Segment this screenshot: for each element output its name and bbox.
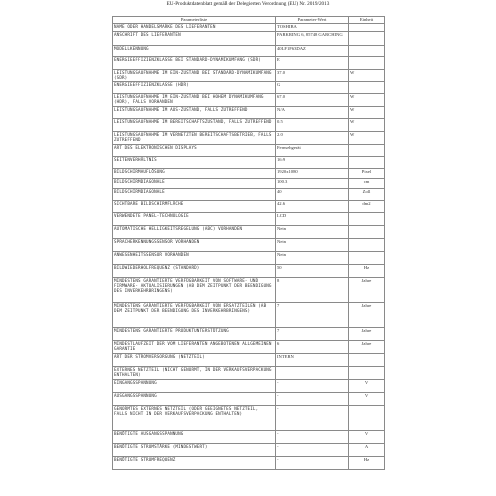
param-value: 50 (276, 265, 349, 278)
param-value: 42.6 (276, 201, 349, 213)
param-label: ANSCHRIFT DES LIEFERANTEN (113, 32, 276, 46)
param-unit: dm2 (349, 201, 385, 213)
param-value: - (276, 406, 349, 431)
param-label: MINDESTENS GARANTIERTE VERFÜGBARKEIT VON ERSATZTEILEN (AB DEM ZEITPUNKT DER BEENDIGUNG DES INVERKEHRBRINGENS) (113, 303, 276, 328)
table-row (113, 157, 385, 169)
param-value: 40 (276, 189, 349, 201)
param-unit (349, 32, 385, 46)
param-label: AUSGANGSSPANNUNG (113, 393, 276, 406)
table-row (113, 201, 385, 213)
param-unit (349, 252, 385, 265)
param-value: 67.0 (276, 94, 349, 107)
param-value: 6 (276, 341, 349, 354)
param-value: 7 (276, 303, 349, 328)
param-label: GENORMTES EXTERNES NETZTEIL (ODER GEEIGNETES NETZTEIL, FALLS NICHT IN DER VERKAUFSVERPACKUNG ENTHALTEN) (113, 406, 276, 431)
param-label: BILDSCHIRMDIAGONALE (113, 179, 276, 189)
param-unit: V (349, 393, 385, 406)
table-row (113, 226, 385, 239)
table-row (113, 444, 385, 457)
table-row (113, 239, 385, 252)
table-row (113, 32, 385, 46)
param-value: Nein (276, 239, 349, 252)
param-unit: W (349, 70, 385, 82)
table-row (113, 341, 385, 354)
param-value: 0.5 (276, 119, 349, 132)
param-value: - (276, 393, 349, 406)
param-label: BENÖTIGTE STROMSTÄRKE (MINDESTWERT) (113, 444, 276, 457)
table-row (113, 265, 385, 278)
param-value: 40LF1F63DAZ (276, 46, 349, 57)
header-param: Parameterliste (113, 17, 276, 24)
param-label: SEITENVERHÄLTNIS (113, 157, 276, 169)
param-unit (349, 367, 385, 380)
param-unit: W (349, 107, 385, 119)
param-label: MODELLKENNUNG (113, 46, 276, 57)
header-unit: Einheit (349, 17, 385, 24)
param-value (276, 367, 349, 380)
param-value: 100.3 (276, 179, 349, 189)
param-label: BILDSCHIRMDIAGONALE (113, 189, 276, 201)
table-row (113, 107, 385, 119)
param-value: - (276, 380, 349, 393)
param-value: 7 (276, 328, 349, 341)
table-row (113, 70, 385, 82)
table-row (113, 303, 385, 328)
table-row (113, 278, 385, 303)
table-row (113, 406, 385, 431)
param-value: Nein (276, 252, 349, 265)
table-row (113, 431, 385, 444)
table-row (113, 179, 385, 189)
param-unit (349, 145, 385, 157)
param-label: LEISTUNGSAUFNAHME IM VERNETZTEN BEREITSCHAFTSBETRIEB, FALLS ZUTREFFEND (113, 132, 276, 145)
param-value: - (276, 431, 349, 444)
table-row (113, 380, 385, 393)
param-unit (349, 226, 385, 239)
param-unit: Jahre (349, 303, 385, 328)
param-value: - (276, 444, 349, 457)
param-label: AUTOMATISCHE HELLIGKEITSREGELUNG (ABC) VORHANDEN (113, 226, 276, 239)
param-unit: W (349, 119, 385, 132)
param-unit: Jahre (349, 278, 385, 303)
param-unit: A (349, 444, 385, 457)
param-label: LEISTUNGSAUFNAHME IM EIN-ZUSTAND BEI STANDARD-DYNAMIKUMFANG (SDR) (113, 70, 276, 82)
table-row (113, 119, 385, 132)
param-label: VERWENDETE PANEL-TECHNOLOGIE (113, 213, 276, 226)
param-value: G (276, 82, 349, 94)
param-value: 2.0 (276, 132, 349, 145)
param-unit (349, 57, 385, 70)
table-row (113, 145, 385, 157)
table-row (113, 82, 385, 94)
param-label: MINDESTLAUFZEIT DER VOM LIEFERANTEN ANGEBOTENEN ALLGEMEINEN GARANTIE (113, 341, 276, 354)
table-row (113, 213, 385, 226)
header-value: Parameter-Wert (276, 17, 349, 24)
table-row (113, 132, 385, 145)
param-unit: Pixel (349, 169, 385, 179)
param-unit: cm (349, 179, 385, 189)
param-label: EXTERNES NETZTEIL (NICHT GENORMT, IN DER VERKAUFSVERPACKUNG ENTHALTEN) (113, 367, 276, 380)
param-unit (349, 406, 385, 431)
param-unit (349, 239, 385, 252)
param-label: BENÖTIGTE AUSGANGSSPANNUNG (113, 431, 276, 444)
param-value: INTERN (276, 354, 349, 367)
param-value: 1920x1080 (276, 169, 349, 179)
param-label: SICHTBARE BILDSCHIRMFLÄCHE (113, 201, 276, 213)
param-label: BENÖTIGTE STROMFREQUENZ (113, 457, 276, 470)
table-row (113, 457, 385, 470)
param-label: BILDSCHIRMAUFLÖSUNG (113, 169, 276, 179)
param-unit: Jahre (349, 341, 385, 354)
param-unit (349, 24, 385, 32)
table-row (113, 46, 385, 57)
param-unit: V (349, 431, 385, 444)
product-data-table (112, 16, 385, 470)
table-row (113, 252, 385, 265)
param-unit: Jahre (349, 328, 385, 341)
table-row (113, 328, 385, 341)
param-value: 8 (276, 278, 349, 303)
param-value: LCD (276, 213, 349, 226)
sheet-title: EU-Produktdatenblatt gemäß der Delegierten Verordnung (EU) Nr. 2019/2013 (166, 1, 330, 7)
param-value: Nein (276, 226, 349, 239)
table-row (113, 393, 385, 406)
param-unit (349, 157, 385, 169)
param-label: LEISTUNGSAUFNAHME IM EIN-ZUSTAND BEI HOHEM DYNAMIKUMFANG (HDR), FALLS VORHANDEN (113, 94, 276, 107)
table-row (113, 354, 385, 367)
param-unit (349, 354, 385, 367)
table-row (113, 24, 385, 32)
param-value: - (276, 457, 349, 470)
param-label: SPRACHERKENNUNGSSENSOR VORHANDEN (113, 239, 276, 252)
param-label: BILDWIEDERHOLFREQUENZ (STANDARD) (113, 265, 276, 278)
param-label: LEISTUNGSAUFNAHME IM BEREITSCHAFTSZUSTAND, FALLS ZUTREFFEND (113, 119, 276, 132)
param-value: Fernsehgerät (276, 145, 349, 157)
table-row (113, 169, 385, 179)
table-row (113, 57, 385, 70)
param-unit (349, 213, 385, 226)
param-value: 37.0 (276, 70, 349, 82)
param-value: E (276, 57, 349, 70)
param-label: ENERGIEEFFIZIENZKLASSE (HDR) (113, 82, 276, 94)
param-value: PARKRING 6, 85748 GARCHING (276, 32, 349, 46)
param-unit (349, 82, 385, 94)
table-row (113, 94, 385, 107)
param-label: MINDESTENS GARANTIERTE VERFÜGBARKEIT VON SOFTWARE- UND FIRMWARE- AKTUALISIERUNGEN (AB DEM ZEITPUNKT DER BEENDIGUNG DES INVERKEHRBRINGENS) (113, 278, 276, 303)
param-label: EINGANGSSPANNUNG (113, 380, 276, 393)
param-label: ENERGIEEFFIZIENZKLASSE BEI STANDARD-DYNAMIKUMFANG (SDR) (113, 57, 276, 70)
param-value: 16:9 (276, 157, 349, 169)
param-unit: V (349, 380, 385, 393)
param-label: MINDESTENS GARANTIERTE PRODUKTUNTERSTÜTZUNG (113, 328, 276, 341)
param-unit: W (349, 94, 385, 107)
table-row (113, 367, 385, 380)
param-unit (349, 46, 385, 57)
param-label: ANWESENHEITSSENSOR VORHANDEN (113, 252, 276, 265)
param-unit: Hz (349, 265, 385, 278)
table-row (113, 189, 385, 201)
param-label: NAME ODER HANDELSMARKE DES LIEFERANTEN (113, 24, 276, 32)
param-label: ART DES ELEKTRONISCHEN DISPLAYS (113, 145, 276, 157)
param-label: ART DER STROMVERSORGUNG (NETZTEIL) (113, 354, 276, 367)
param-unit: Zoll (349, 189, 385, 201)
param-value: TOSHIBA (276, 24, 349, 32)
param-value: N/A (276, 107, 349, 119)
param-unit: W (349, 132, 385, 145)
param-unit: Hz (349, 457, 385, 470)
param-label: LEISTUNGSAUFNAHME IM AUS-ZUSTAND, FALLS ZUTREFFEND (113, 107, 276, 119)
header-row (113, 17, 385, 24)
